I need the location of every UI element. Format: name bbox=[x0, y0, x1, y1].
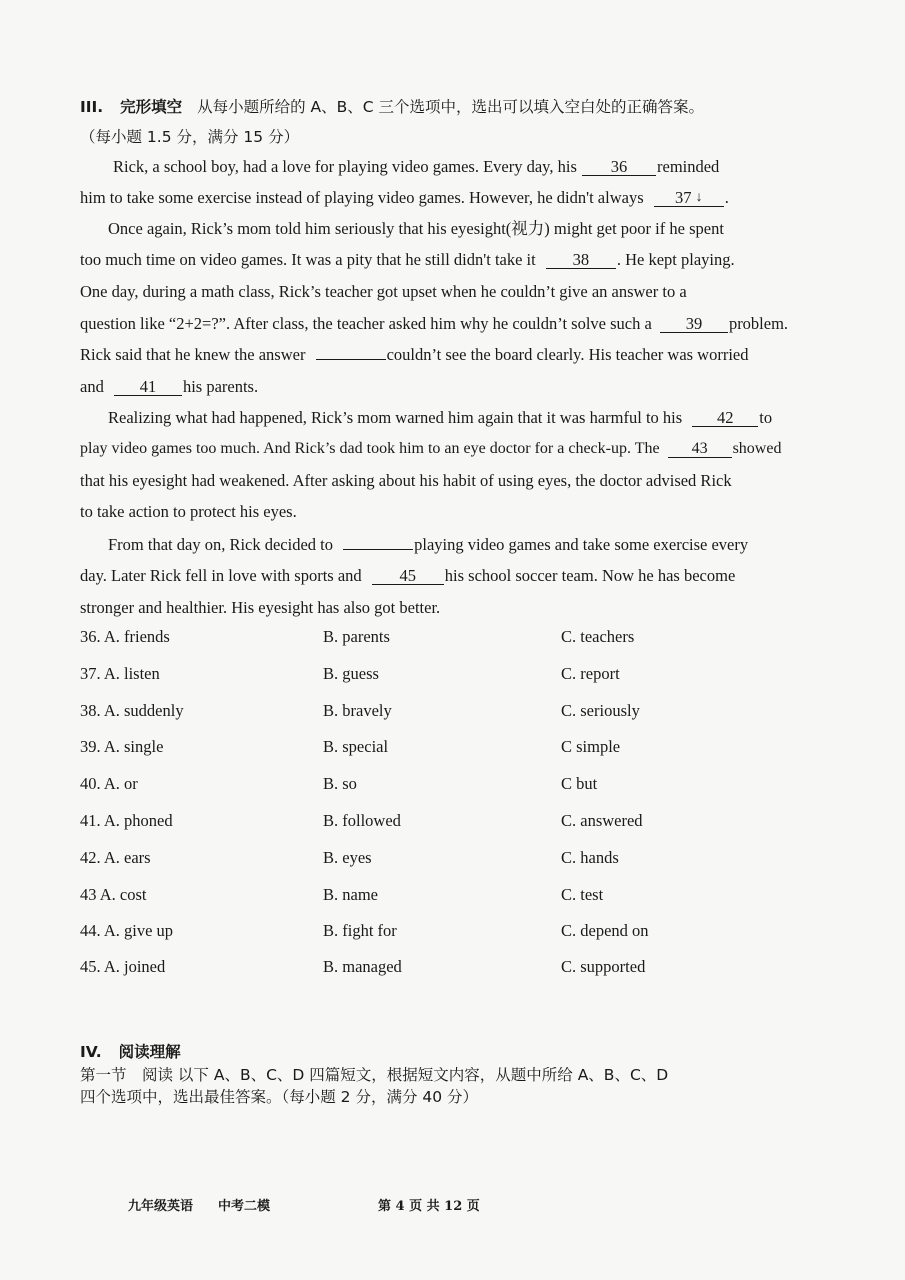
blank-39: 39 bbox=[660, 315, 728, 333]
blank-36: 36 bbox=[582, 158, 656, 176]
option-a: 39. A. single bbox=[80, 737, 164, 756]
passage-line: him to take some exercise instead of playing video games. However, he didn't always 37 ↓ . bbox=[80, 188, 729, 207]
option-b: B. parents bbox=[323, 627, 390, 646]
passage-line bbox=[113, 157, 719, 177]
option-b: B. fight for bbox=[323, 921, 397, 940]
passage-line: to take action to protect his eyes. bbox=[80, 502, 297, 521]
option-a: 43 A. cost bbox=[80, 885, 147, 904]
passage-line: stronger and healthier. His eyesight has also got better. bbox=[80, 598, 441, 617]
option-c: C. teachers bbox=[561, 627, 635, 646]
passage-text: playing video games and take some exercise every bbox=[414, 535, 749, 554]
passage-text: problem. bbox=[728, 314, 789, 333]
option-c: C simple bbox=[561, 737, 621, 756]
blank-40 bbox=[316, 359, 386, 360]
blank-37: 37 ↓ bbox=[654, 189, 724, 207]
option-c: C. answered bbox=[561, 811, 643, 830]
passage-text: too much time on video games. It was a pity that he still didn't take it bbox=[80, 250, 536, 269]
option-b: B. so bbox=[323, 774, 357, 793]
option-b: B. eyes bbox=[323, 848, 372, 867]
passage-text: . He kept playing. bbox=[616, 250, 735, 269]
passage-line bbox=[80, 314, 788, 334]
option-b: B. managed bbox=[323, 957, 402, 976]
option-c: C. test bbox=[561, 885, 604, 904]
footer-page-number: 第 4 页 共 12 页 bbox=[378, 1199, 480, 1214]
option-b: B. special bbox=[323, 737, 389, 756]
blank-43: 43 bbox=[668, 440, 732, 458]
option-a: 36. A. friends bbox=[80, 627, 170, 646]
passage-text: showed bbox=[732, 440, 782, 457]
option-a: 37. A. listen bbox=[80, 664, 160, 683]
option-a: 45. A. joined bbox=[80, 957, 166, 976]
passage-line: Once again, Rick’s mom told him seriously that his eyesight(视力) might get poor if he spent bbox=[108, 219, 724, 238]
passage-line: that his eyesight had weakened. After asking about his habit of using eyes, the doctor advised Rick bbox=[80, 471, 732, 490]
passage-line bbox=[80, 250, 735, 270]
option-b: B. name bbox=[323, 885, 378, 904]
option-a: 44. A. give up bbox=[80, 921, 174, 940]
blank-38: 38 bbox=[546, 251, 616, 269]
passage-text: couldn’t see the board clearly. His teacher was worried bbox=[386, 345, 749, 364]
option-a: 41. A. phoned bbox=[80, 811, 173, 830]
section-4-roman: IV. bbox=[80, 1043, 102, 1061]
section-3-roman: III. bbox=[80, 98, 104, 116]
option-b: B. bravely bbox=[323, 701, 392, 720]
section-4-title: 阅读理解 bbox=[118, 1043, 181, 1061]
option-a: 38. A. suddenly bbox=[80, 701, 184, 720]
passage-text: day. Later Rick fell in love with sports and bbox=[80, 566, 362, 585]
blank-45: 45 bbox=[372, 567, 444, 585]
option-c: C. depend on bbox=[561, 921, 649, 940]
passage-text: Realizing what had happened, Rick’s mom warned him again that it was harmful to his bbox=[108, 408, 683, 427]
blank-42: 42 bbox=[692, 409, 758, 427]
passage-text: From that day on, Rick decided to bbox=[108, 535, 333, 554]
passage-line: One day, during a math class, Rick’s teacher got upset when he couldn’t give an answer to a bbox=[80, 282, 687, 301]
option-c: C. seriously bbox=[561, 701, 640, 720]
passage-text: him to take some exercise instead of playing video games. However, he didn't always bbox=[80, 188, 644, 207]
passage-text: question like “2+2=?”. After class, the teacher asked him why he couldn’t solve such a bbox=[80, 314, 652, 333]
passage-line bbox=[108, 408, 772, 428]
passage-line bbox=[80, 566, 735, 586]
section-4-instruction: 第一节 阅读 以下 A、B、C、D 四篇短文，根据短文内容，从题中所给 A、B、C、D bbox=[80, 1066, 669, 1084]
blank-41: 41 bbox=[114, 378, 182, 396]
section-3-header bbox=[80, 97, 704, 117]
section-4-score: 四个选项中，选出最佳答案。（每小题 2 分，满分 40 分） bbox=[80, 1088, 479, 1106]
option-a: 42. A. ears bbox=[80, 848, 151, 867]
option-b: B. guess bbox=[323, 664, 379, 683]
passage-line bbox=[80, 377, 258, 397]
passage-text: Rick, a school boy, had a love for playing video games. Every day, his bbox=[113, 157, 577, 176]
blank-44 bbox=[343, 549, 413, 550]
option-a: 40. A. or bbox=[80, 774, 138, 793]
passage-text: Rick said that he knew the answer bbox=[80, 345, 306, 364]
footer-grade: 九年级英语 bbox=[128, 1199, 194, 1214]
passage-text: reminded bbox=[657, 157, 720, 176]
section-3-instruction: 从每小题所给的 A、B、C 三个选项中，选出可以填入空白处的正确答案。 bbox=[197, 98, 705, 116]
passage-text: his parents. bbox=[182, 377, 259, 396]
passage-text: and bbox=[80, 377, 104, 396]
passage-line bbox=[80, 345, 749, 365]
section-4-header bbox=[80, 1042, 181, 1062]
section-3-score: （每小题 1.5 分，满分 15 分） bbox=[80, 128, 300, 146]
passage-line bbox=[80, 439, 781, 459]
option-b: B. followed bbox=[323, 811, 401, 830]
option-c: C. hands bbox=[561, 848, 619, 867]
passage-line bbox=[108, 535, 748, 555]
option-c: C but bbox=[561, 774, 598, 793]
option-c: C. report bbox=[561, 664, 620, 683]
handwritten-mark: ↓ bbox=[695, 190, 703, 205]
option-c: C. supported bbox=[561, 957, 646, 976]
passage-text: to bbox=[759, 408, 773, 427]
passage-text: his school soccer team. Now he has become bbox=[444, 566, 736, 585]
section-3-title: 完形填空 bbox=[120, 98, 183, 116]
footer-exam: 中考二模 bbox=[218, 1199, 271, 1214]
passage-text: play video games too much. And Rick’s dad took him to an eye doctor for a check-up. The bbox=[80, 440, 660, 457]
